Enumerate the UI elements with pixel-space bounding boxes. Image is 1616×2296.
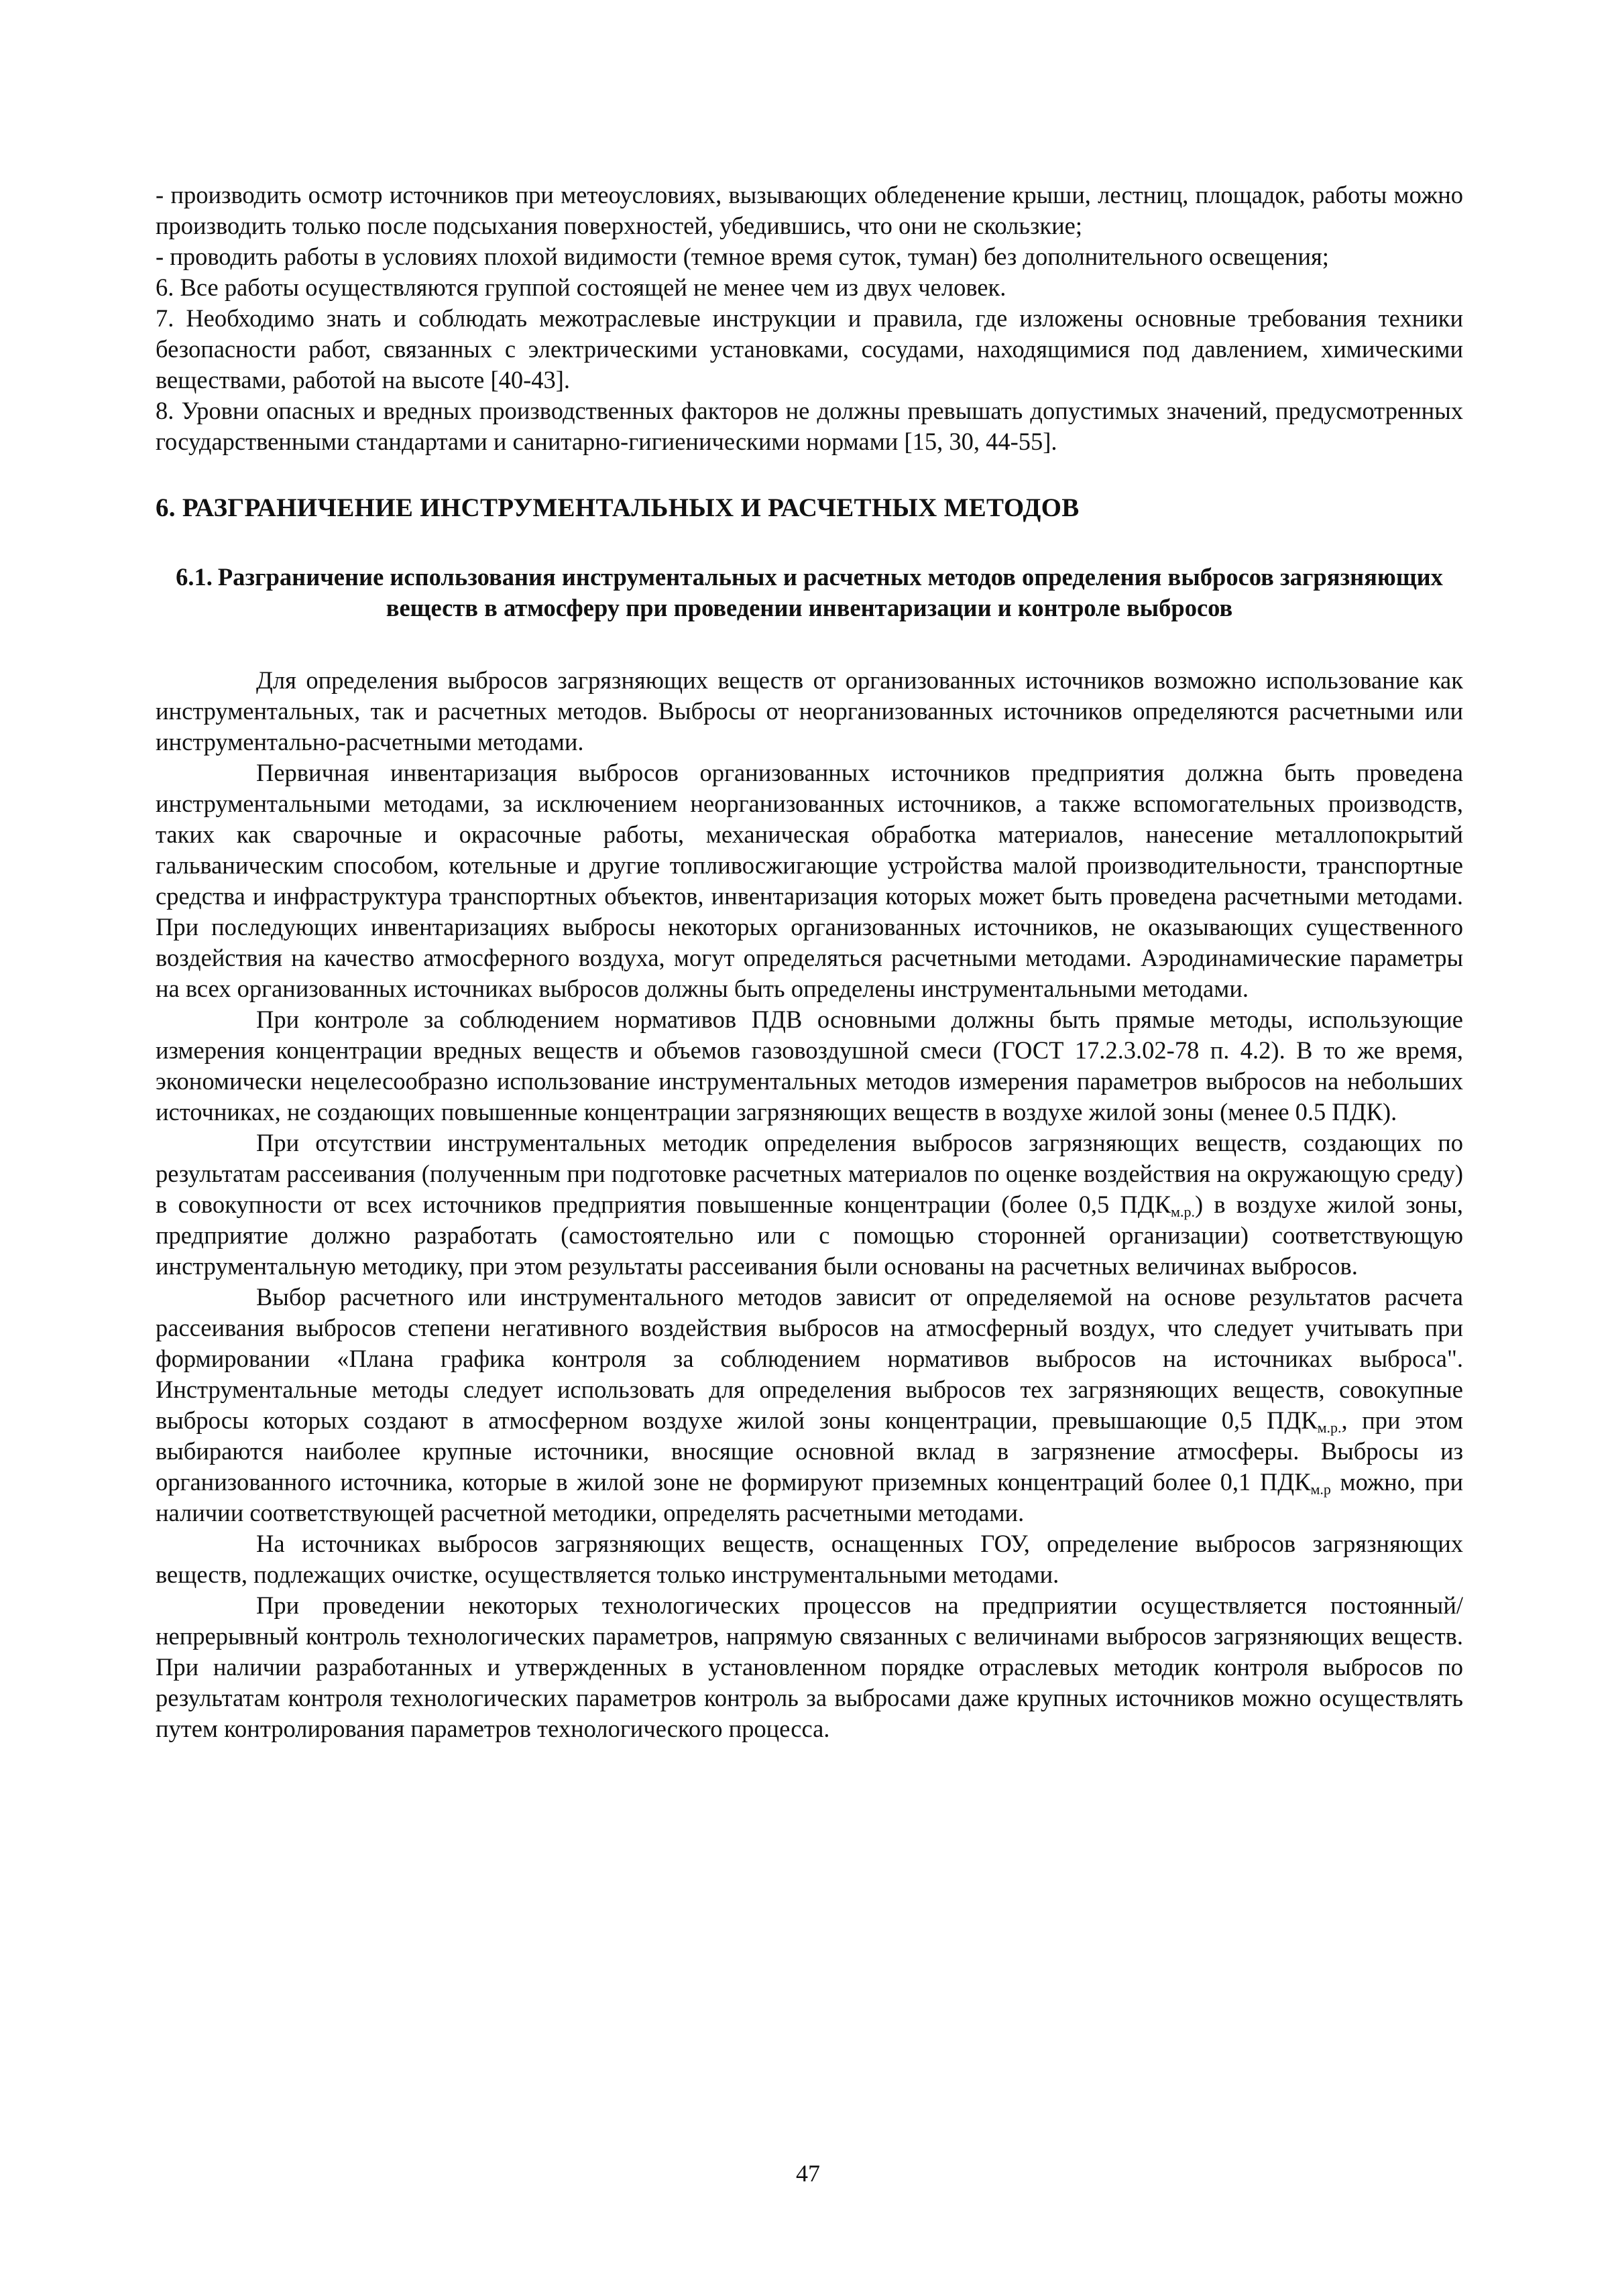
subscript: м.р. <box>1317 1419 1342 1436</box>
list-item: - производить осмотр источников при метеоусловиях, вызывающих обледенение крыши, лестниц, площадок, работы можно производить только после подсыхания поверхностей, убедившись, что они не скользкие; <box>156 181 1463 239</box>
document-page <box>156 180 1463 1744</box>
paragraph: При контроле за соблюдением нормативов ПДВ основными должны быть прямые методы, использующие измерения концентрации вредных веществ и объемов газовоздушной смеси (ГОСТ 17.2.3.02-78 п. 4.2). В то же время, экономически нецелесообразно использование инструментальных методов измерения параметров выбросов на небольших источниках, не создающих повышенные концентрации загрязняющих веществ в воздухе жилой зоны (менее 0.5 ПДК). <box>156 1006 1463 1126</box>
body-text <box>156 665 1463 1744</box>
paragraph: Для определения выбросов загрязняющих веществ от организованных источников возможно использование как инструментальных, так и расчетных методов. Выбросы от неорганизованных источников определяются расчетными или инструментально-расчетными методами. <box>156 666 1463 756</box>
subsection-number: 6.1. <box>176 563 213 591</box>
paragraph-text: Выбор расчетного или инструментального методов зависит от определяемой на основе результатов расчета рассеивания выбросов степени негативного воздействия выбросов на атмосферный воздух, что следует учитывать при формировании «Плана графика контроля за соблюдением нормативов выбросов на источниках выброса". Инструментальные методы следует использовать для определения выбросов тех загрязняющих веществ, совокупные выбросы которых создают в атмосферном воздухе жилой зоны концентрации, превышающие 0,5 ПДК <box>156 1283 1463 1434</box>
paragraph: На источниках выбросов загрязняющих веществ, оснащенных ГОУ, определение выбросов загрязняющих веществ, подлежащих очистке, осуществляется только инструментальными методами. <box>156 1530 1463 1588</box>
list-item: - проводить работы в условиях плохой видимости (темное время суток, туман) без дополнительного освещения; <box>156 243 1329 270</box>
safety-rules-list <box>156 180 1463 457</box>
paragraph-text: ) в воздухе жилой зоны, предприятие должно разработать (самостоятельно или с помощью сторонней организации) соответствующую инструментальную методику, при этом результаты рассеивания были основаны на расчетных величинах выбросов. <box>156 1191 1463 1280</box>
list-item: 6. Все работы осуществляются группой состоящей не менее чем из двух человек. <box>156 274 1006 301</box>
paragraph-text: можно, при наличии соответствующей расчетной методики, определять расчетными методами. <box>156 1468 1463 1526</box>
list-item: 7. Необходимо знать и соблюдать межотраслевые инструкции и правила, где изложены основные требования техники безопасности работ, связанных с электрическими установками, сосудами, находящимися под давлением, химическими веществами, работой на высоте [40-43]. <box>156 304 1463 394</box>
paragraph: Первичная инвентаризация выбросов организованных источников предприятия должна быть проведена инструментальными методами, за исключением неорганизованных источников, а также вспомогательных производств, таких как сварочные и окрасочные работы, механическая обработка материалов, нанесение металлопокрытий гальваническим способом, котельные и другие топливосжигающие устройства малой производительности, транспортные средства и инфраструктура транспортных объектов, инвентаризация которых может быть проведена расчетными методами. При последующих инвентаризациях выбросы некоторых организованных источников, не оказывающих существенного воздействия на качество атмосферного воздуха, могут определяться расчетными методами. Аэродинамические параметры на всех организованных источниках выбросов должны быть определены инструментальными методами. <box>156 759 1463 1002</box>
paragraph <box>156 1128 1463 1282</box>
list-item: 8. Уровни опасных и вредных производственных факторов не должны превышать допустимых значений, предусмотренных государственными стандартами и санитарно-гигиеническими нормами [15, 30, 44-55]. <box>156 397 1463 455</box>
paragraph-text: , при этом выбираются наиболее крупные источники, вносящие основной вклад в загрязнение атмосферы. Выбросы из организованного источника, которые в жилой зоне не формируют приземных концентраций более 0,1 ПДК <box>156 1406 1463 1496</box>
page-number: 47 <box>796 2160 820 2187</box>
paragraph-text: При отсутствии инструментальных методик определения выбросов загрязняющих веществ, создающих по результатам рассеивания (полученным при подготовке расчетных материалов по оценке воздействия на окружающую среду) в совокупности от всех источников предприятия повышенные концентрации (более 0,5 ПДК <box>156 1129 1463 1218</box>
paragraph: При проведении некоторых технологических процессов на предприятии осуществляется постоянный/непрерывный контроль технологических параметров, напрямую связанных с величинами выбросов загрязняющих веществ. При наличии разработанных и утвержденных в установленном порядке отраслевых методик контроля выбросов по результатам контроля технологических параметров контроль за выбросами даже крупных источников можно осуществлять путем контролирования параметров технологического процесса. <box>156 1591 1463 1742</box>
subsection-title: Разграничение использования инструментальных и расчетных методов определения выбросов загрязняющих веществ в атмосферу при проведении инвентаризации и контроле выбросов <box>217 563 1443 621</box>
subscript: м.р <box>1310 1481 1331 1498</box>
section-heading: 6. РАЗГРАНИЧЕНИЕ ИНСТРУМЕНТАЛЬНЫХ И РАСЧЕТНЫХ МЕТОДОВ <box>156 493 1080 522</box>
paragraph <box>156 1282 1463 1528</box>
subscript: м.р. <box>1171 1203 1195 1220</box>
subsection-heading <box>156 562 1463 623</box>
